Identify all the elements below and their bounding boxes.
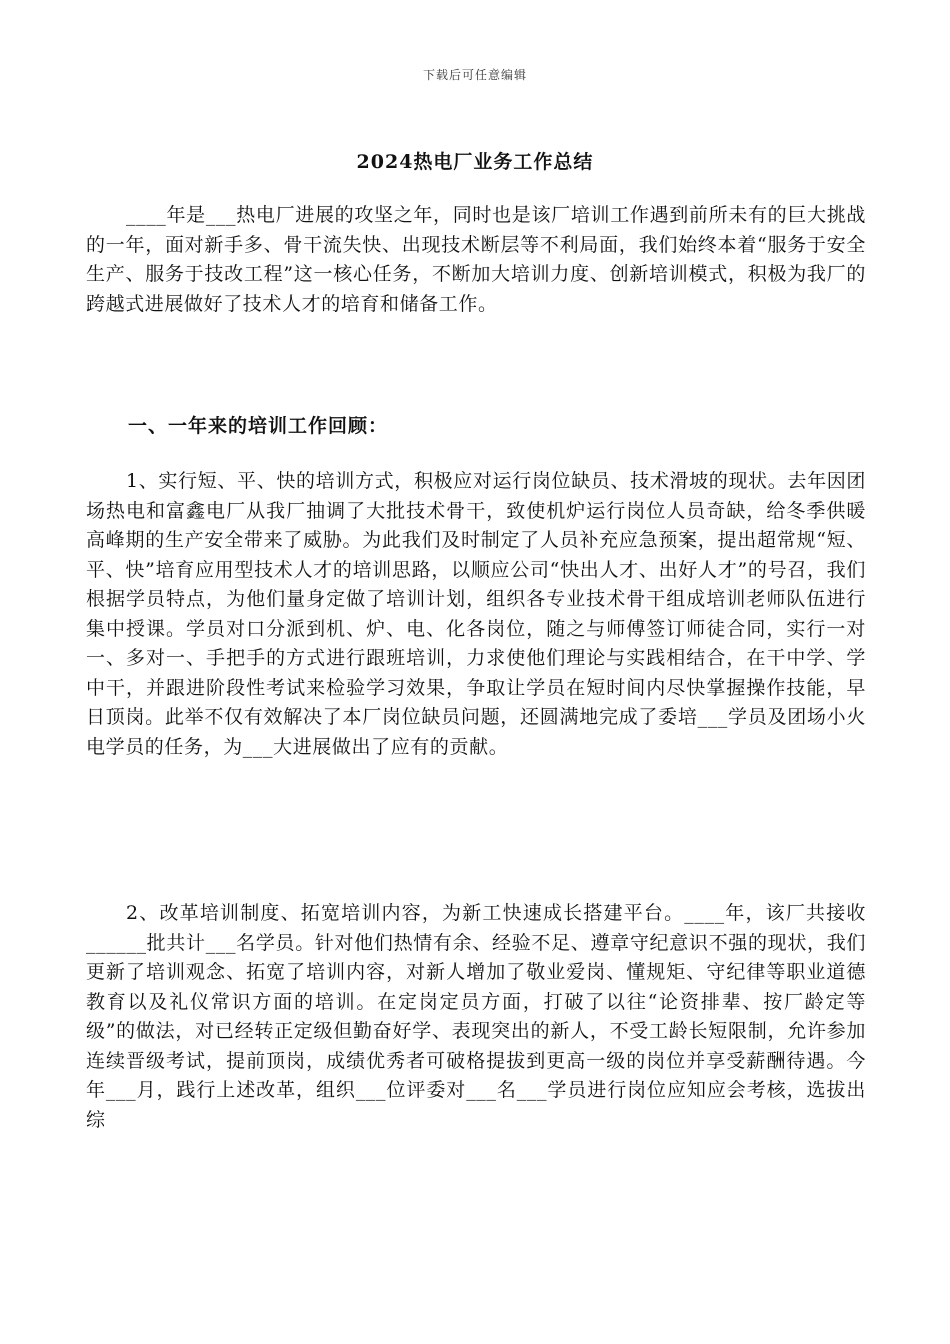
paragraph-item-1: 1、实行短、平、快的培训方式，积极应对运行岗位缺员、技术滑坡的现状。去年因团场热电和富鑫电厂从我厂抽调了大批技术骨干，致使机炉运行岗位人员奇缺，给冬季供暖高峰期的生产安全带来了威胁。为此我们及时制定了人员补充应急预案，提出超常规“短、平、快”培育应用型技术人才的培训思路，以顺应公司“快出人才、出好人才”的号召，我们根据学员特点，为他们量身定做了培训计划，组织各专业技术骨干组成培训老师队伍进行集中授课。学员对口分派到机、炉、电、化各岗位，随之与师傅签订师徒合同，实行一对一、多对一、手把手的方式进行跟班培训，力求使他们理论与实践相结合，在干中学、学中干，并跟进阶段性考试来检验学习效果，争取让学员在短时间内尽快掌握操作技能，早日顶岗。此举不仅有效解决了本厂岗位缺员问题，还圆满地完成了委培___学员及团场小火电学员的任务，为___大进展做出了应有的贡献。 bbox=[86, 470, 866, 758]
paragraph-item-2: 2、改革培训制度、拓宽培训内容，为新工快速成长搭建平台。____年，该厂共接收______批共计___名学员。针对他们热情有余、经验不足、遵章守纪意识不强的现状，我们更新了培训观念、拓宽了培训内容，对新人增加了敬业爱岗、懂规矩、守纪律等职业道德教育以及礼仪常识方面的培训。在定岗定员方面，打破了以往“论资排辈、按厂龄定等级”的做法，对已经转正定级但勤奋好学、表现突出的新人，不受工龄长短限制，允许参加连续晋级考试，提前顶岗，成绩优秀者可破格提拔到更高一级的岗位并享受薪酬待遇。今年___月，践行上述改革，组织___位评委对___名___学员进行岗位应知应会考核，选拔出综 bbox=[86, 902, 866, 1131]
header-note: 下载后可任意编辑 bbox=[422, 68, 527, 82]
document-title: 2024热电厂业务工作总结 bbox=[356, 151, 594, 173]
section-heading: 一、一年来的培训工作回顾： bbox=[128, 415, 389, 437]
intro-paragraph: ____年是___热电厂进展的攻坚之年，同时也是该厂培训工作遇到前所未有的巨大挑战的一年，面对新手多、骨干流失快、出现技术断层等不利局面，我们始终本着“服务于安全生产、服务于技改工程”这一核心任务，不断加大培训力度、创新培训模式，积极为我厂的跨越式进展做好了技术人才的培育和储备工作。 bbox=[86, 204, 866, 315]
